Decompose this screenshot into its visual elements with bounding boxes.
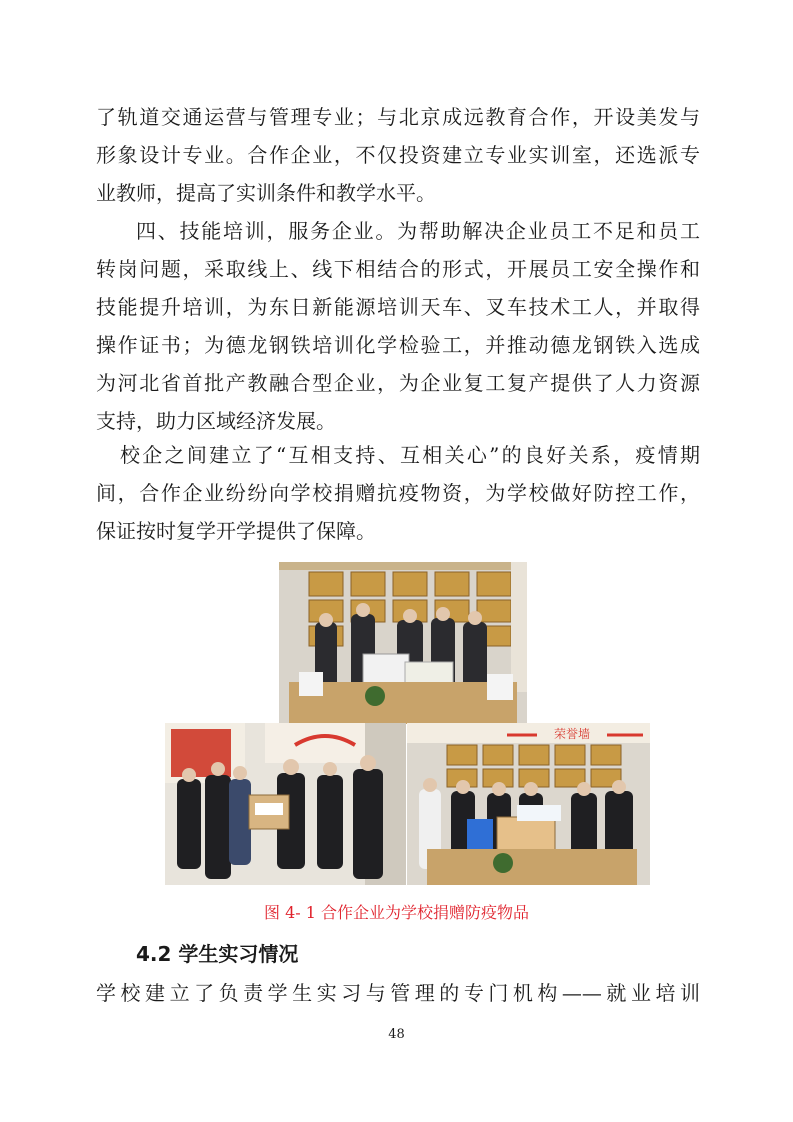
body-text-line: 校企之间建立了“互相支持、互相关心”的良好关系，疫情期 bbox=[120, 443, 700, 467]
body-text-line: 形象设计专业。合作企业，不仅投资建立专业实训室，还选派专 bbox=[96, 143, 700, 167]
donation-photo-2 bbox=[165, 723, 406, 885]
body-text-line: 支持，助力区域经济发展。 bbox=[96, 409, 336, 433]
body-text-line: 间，合作企业纷纷向学校捐赠抗疫物资，为学校做好防控工作， bbox=[96, 481, 700, 505]
body-text-line: 保证按时复学开学提供了保障。 bbox=[96, 519, 376, 543]
donation-photo-1 bbox=[279, 562, 527, 724]
body-text-line: 四、技能培训，服务企业。为帮助解决企业员工不足和员工 bbox=[136, 219, 700, 243]
figure-caption: 图 4- 1 合作企业为学校捐赠防疫物品 bbox=[263, 903, 530, 922]
section-heading: 4.2 学生实习情况 bbox=[136, 942, 299, 966]
body-text-line: 为河北省首批产教融合型企业，为企业复工复产提供了人力资源 bbox=[96, 371, 700, 395]
body-text-line: 学校建立了负责学生实习与管理的专门机构——就业培训 bbox=[96, 981, 700, 1005]
page-number: 48 bbox=[388, 1027, 405, 1042]
body-text-line: 技能提升培训，为东日新能源培训天车、叉车技术工人，并取得 bbox=[96, 295, 700, 319]
body-text-line: 操作证书；为德龙钢铁培训化学检验工，并推动德龙钢铁入选成 bbox=[96, 333, 700, 357]
body-text-line: 业教师，提高了实训条件和教学水平。 bbox=[96, 181, 436, 205]
body-text-line: 了轨道交通运营与管理专业；与北京成远教育合作，开设美发与 bbox=[96, 105, 700, 129]
honor-wall-banner: 荣誉墙 bbox=[553, 727, 591, 741]
body-text-line: 转岗问题，采取线上、线下相结合的形式，开展员工安全操作和 bbox=[96, 257, 700, 281]
donation-photo-3 bbox=[407, 723, 650, 885]
